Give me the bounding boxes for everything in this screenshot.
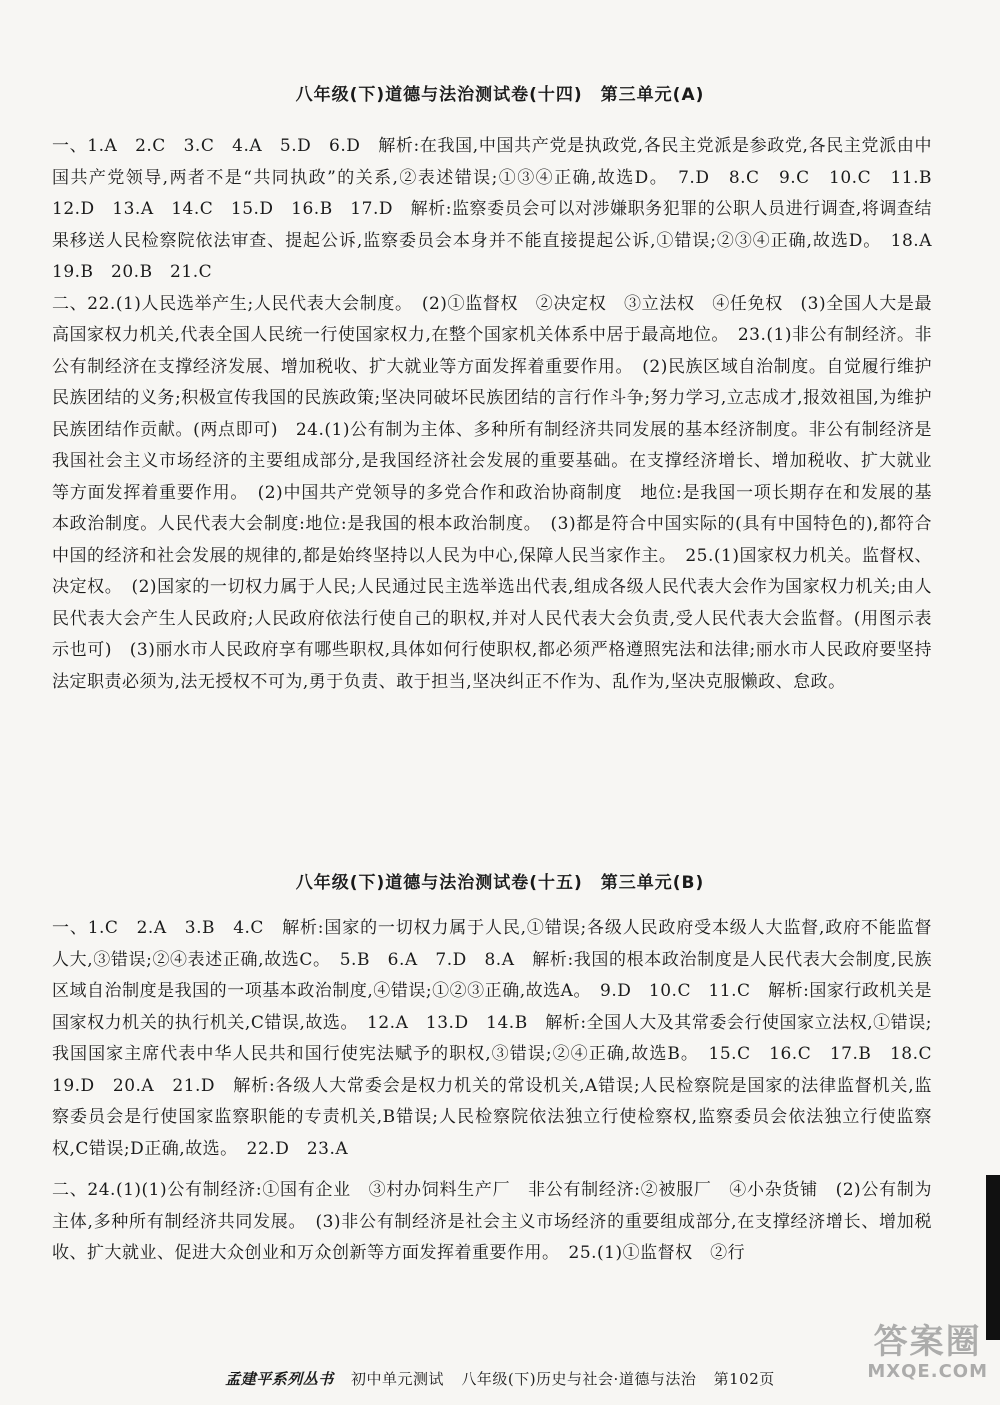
section-15-answers: [52, 913, 950, 1270]
section-title-15: 八年级(下)道德与法治测试卷(十五) 第三单元(B): [295, 873, 705, 893]
section-15-part-1: 一、1.C 2.A 3.B 4.C 解析:国家的一切权力属于人民,①错误;各级人民政府受本级人大监督,政府不能监督人大,③错误;②④表述正确,故选C。 5.B 6.A 7.D 8.A 解析:我国的根本政治制度是人民代表大会制度,民族区域自治制度是我国的一项基本政治制度,④错误;①②③正确,故选A。 9.D 10.C 11.C 解析:国家行政机关是国家权力机关的执行机关,C错误,故选。 12.A 13.D 14.B 解析:全国人大及其常委会行使国家立法权,①错误;我国国家主席代表中华人民共和国行使宪法赋予的职权,③错误;②④正确,故选B。 15.C 16.C 17.B 18.C 19.D 20.A 21.D 解析:各级人大常委会是权力机关的常设机关,A错误;人民检察院是国家的法律监督机关,监察委员会是行使国家监察职能的专责机关,B错误;人民检察院依法独立行使检察权,监察委员会依法独立行使监察权,C错误;D正确,故选。 22.D 23.A: [52, 918, 950, 1159]
section-14-answers: [52, 131, 950, 698]
edge-tab-marker: [986, 1175, 1000, 1340]
section-title-14: 八年级(下)道德与法治测试卷(十四) 第三单元(A): [295, 85, 705, 105]
section-14-part-2: 二、22.(1)人民选举产生;人民代表大会制度。 (2)①监督权 ②决定权 ③立法权 ④任免权 (3)全国人大是最高国家权力机关,代表全国人民统一行使国家权力,在整个国家机关体系中居于最高地位。 23.(1)非公有制经济。非公有制经济在支撑经济发展、增加税收、扩大就业等方面发挥着重要作用。 (2)民族区域自治制度。自觉履行维护民族团结的义务;积极宣传我国的民族政策;坚决同破坏民族团结的言行作斗争;努力学习,立志成才,报效祖国,为维护民族团结作贡献。(两点即可) 24.(1)公有制为主体、多种所有制经济共同发展的基本经济制度。非公有制经济是我国社会主义市场经济的主要组成部分,是我国经济社会发展的重要基础。在支撑经济增长、增加税收、扩大就业等方面发挥着重要作用。 (2)中国共产党领导的多党合作和政治协商制度 地位:是我国一项长期存在和发展的基本政治制度。人民代表大会制度:地位:是我国的根本政治制度。 (3)都是符合中国实际的(具有中国特色的),都符合中国的经济和社会发展的规律的,都是始终坚持以人民为中心,保障人民当家作主。 25.(1)国家权力机关。监督权、决定权。 (2)国家的一切权力属于人民;人民通过民主选举选出代表,组成各级人民代表大会作为国家权力机关;由人民代表大会产生人民政府;人民政府依法行使自己的职权,并对人民代表大会负责,受人民代表大会监督。(用图示表示也可) (3)丽水市人民政府享有哪些职权,具体如何行使职权,都必须严格遵照宪法和法律;丽水市人民政府要坚持法定职责必须为,法无授权不可为,勇于负责、敢于担当,坚决纠正不作为、乱作为,坚决克服懒政、怠政。: [52, 293, 932, 692]
watermark-logo: [867, 1322, 988, 1382]
section-15-part-2: 二、24.(1)(1)公有制经济:①国有企业 ③村办饲料生产厂 非公有制经济:②被服厂 ④小杂货铺 (2)公有制为主体,多种所有制经济共同发展。 (3)非公有制经济是社会主义市场经济的重要组成部分,在支撑经济增长、增加税收、扩大就业、促进大众创业和万众创新等方面发挥着重要作用。 25.(1)①监督权 ②行: [52, 1180, 932, 1263]
page-footer: [0, 1368, 1000, 1389]
section-14-part-1: 一、1.A 2.C 3.C 4.A 5.D 6.D 解析:在我国,中国共产党是执政党,各民主党派是参政党,各民主党派由中国共产党领导,两者不是“共同执政”的关系,②表述错误;①③④正确,故选D。 7.D 8.C 9.C 10.C 11.B 12.D 13.A 14.C 15.D 16.B 17.D 解析:监察委员会可以对涉嫌职务犯罪的公职人员进行调查,将调查结果移送人民检察院依法审查、提起公诉,监察委员会本身并不能直接提起公诉,①错误;②③④正确,故选D。 18.A 19.B 20.B 21.C: [52, 136, 950, 282]
footer-subject: 八年级(下)历史与社会·道德与法治: [461, 1370, 697, 1388]
footer-series: 初中单元测试: [351, 1370, 445, 1388]
watermark-main-text: 答案圈: [873, 1322, 982, 1362]
footer-brand: 孟建平系列丛书: [225, 1370, 334, 1388]
watermark-url-text: MXQE.COM: [867, 1361, 988, 1382]
footer-page-number: 第102页: [713, 1370, 775, 1388]
